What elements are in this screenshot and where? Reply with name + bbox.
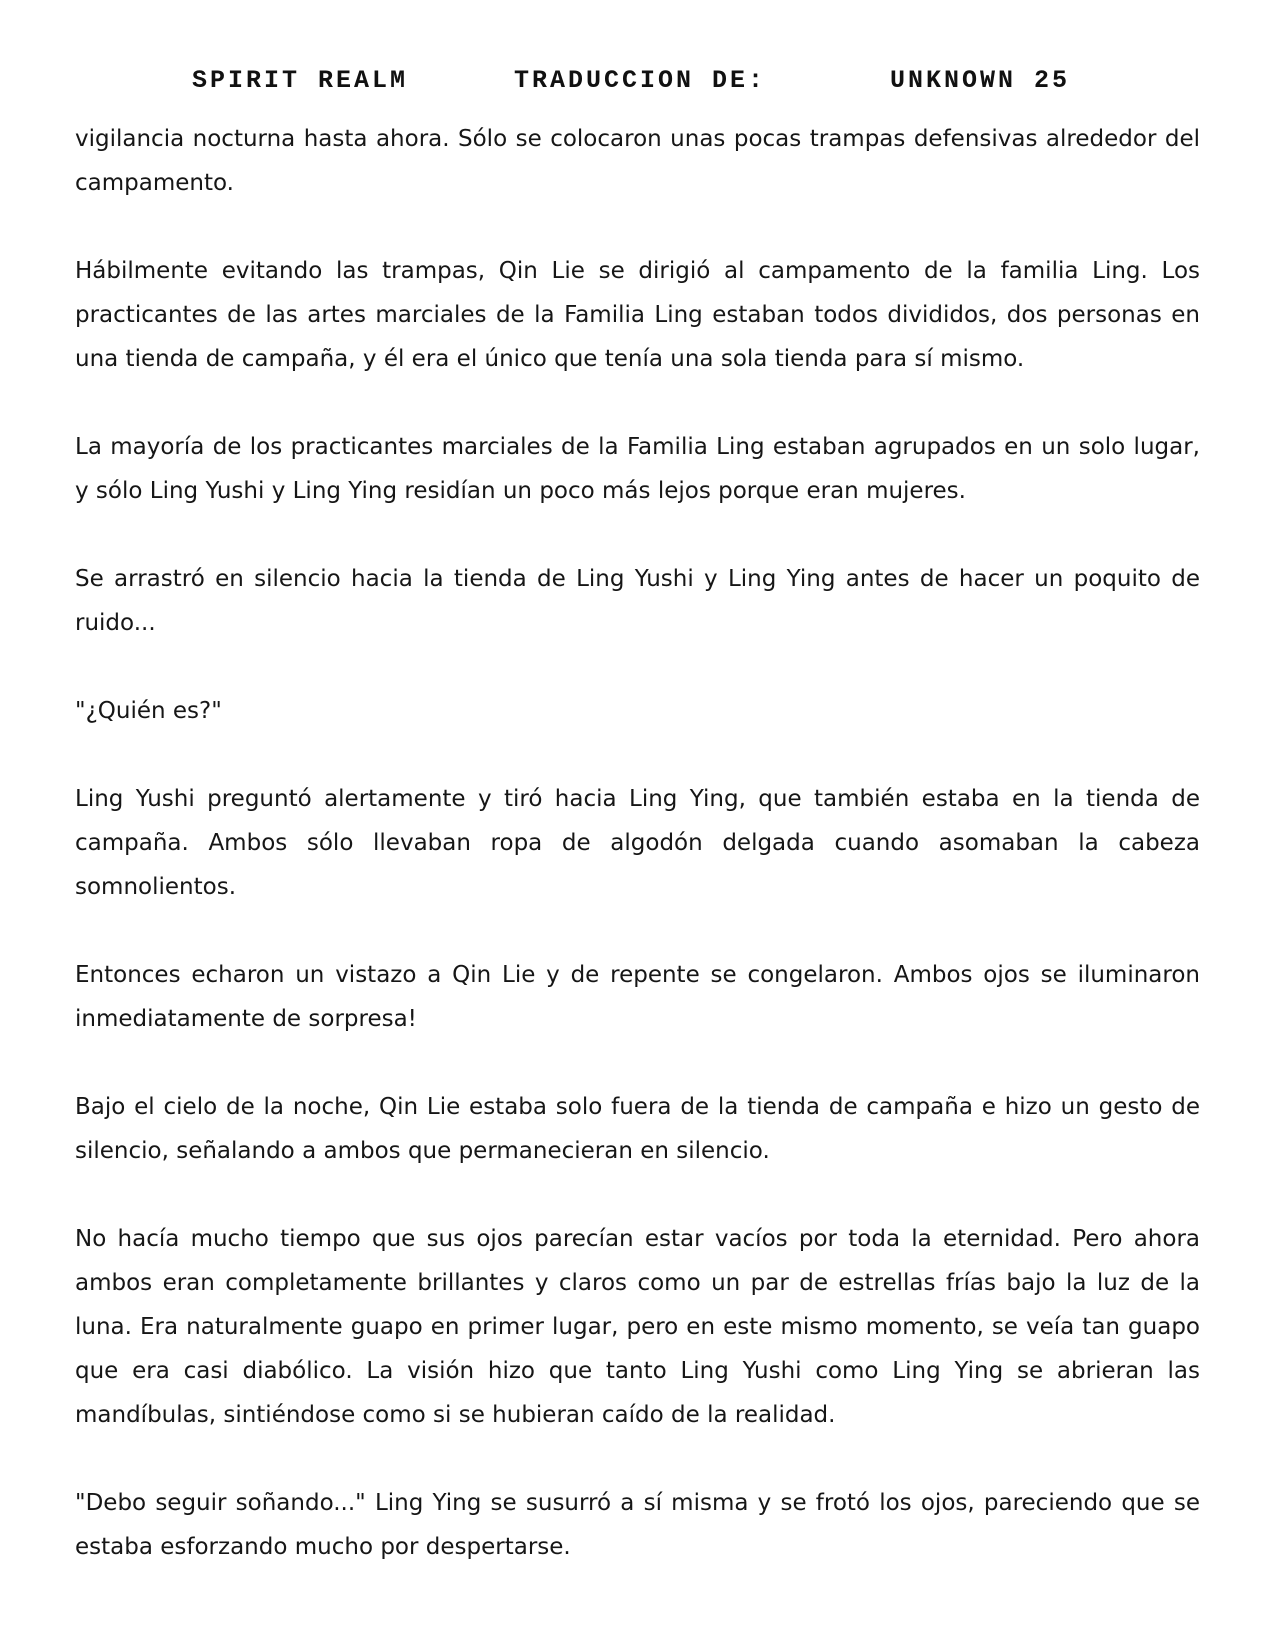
page-header: [0, 66, 1275, 106]
paragraph: Hábilmente evitando las trampas, Qin Lie se dirigió al campamento de la familia Ling. Los practicantes de las artes marciales de la Familia Ling estaban todos divididos, dos personas en una tienda de campaña, y él era el único que tenía una sola tienda para sí mismo.: [75, 258, 1200, 372]
paragraph: "¿Quién es?": [75, 698, 222, 724]
paragraph: Entonces echaron un vistazo a Qin Lie y de repente se congelaron. Ambos ojos se iluminaron inmediatamente de sorpresa!: [75, 962, 1200, 1032]
document-body: [75, 117, 1200, 1613]
header-translation-label: TRADUCCION DE:: [514, 66, 767, 95]
paragraph: vigilancia nocturna hasta ahora. Sólo se colocaron unas pocas trampas defensivas alrededor del campamento.: [75, 126, 1200, 196]
paragraph: No hacía mucho tiempo que sus ojos parecían estar vacíos por toda la eternidad. Pero ahora ambos eran completamente brillantes y claros como un par de estrellas frías bajo la luz de la luna. Era naturalmente guapo en primer lugar, pero en este mismo momento, se veía tan guapo que era casi diabólico. La visión hizo que tanto Ling Yushi como Ling Ying se abrieran las mandíbulas, sintiéndose como si se hubieran caído de la realidad.: [75, 1226, 1200, 1428]
paragraph: Bajo el cielo de la noche, Qin Lie estaba solo fuera de la tienda de campaña e hizo un gesto de silencio, señalando a ambos que permanecieran en silencio.: [75, 1094, 1200, 1164]
paragraph: La mayoría de los practicantes marciales de la Familia Ling estaban agrupados en un solo lugar, y sólo Ling Yushi y Ling Ying residían un poco más lejos porque eran mujeres.: [75, 434, 1200, 504]
paragraph: Ling Yushi preguntó alertamente y tiró hacia Ling Ying, que también estaba en la tienda de campaña. Ambos sólo llevaban ropa de algodón delgada cuando asomaban la cabeza somnolientos.: [75, 786, 1200, 900]
paragraph: "Debo seguir soñando..." Ling Ying se susurró a sí misma y se frotó los ojos, pareciendo que se estaba esforzando mucho por despertarse.: [75, 1490, 1200, 1560]
header-title: SPIRIT REALM: [192, 66, 409, 95]
paragraph: Se arrastró en silencio hacia la tienda de Ling Yushi y Ling Ying antes de hacer un poquito de ruido...: [75, 566, 1200, 636]
header-translator: UNKNOWN 25: [890, 66, 1071, 95]
